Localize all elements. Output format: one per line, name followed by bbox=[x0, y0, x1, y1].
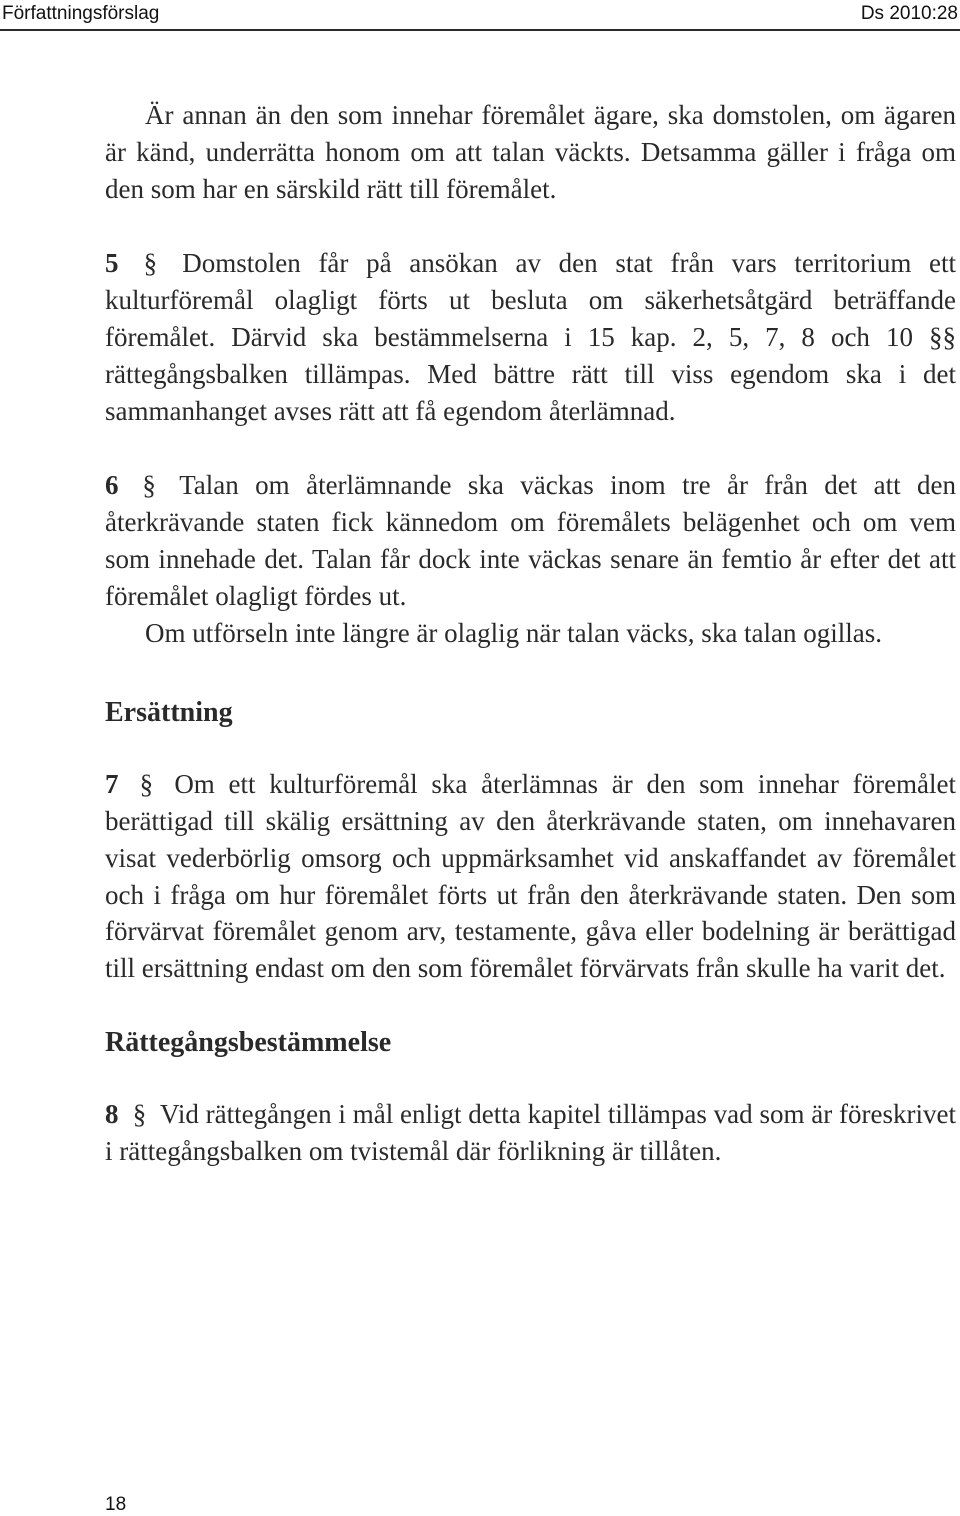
section-text: Domstolen får på ansökan av den stat från vars territorium ett kulturföremål olagligt förts ut besluta om säkerhetsåtgärd beträffande föremålet. Därvid ska bestämmelserna i 15 kap. 2, 5, 7, 8 och 10 bbox=[105, 248, 956, 352]
document-body bbox=[105, 97, 956, 1205]
section-sign: § bbox=[142, 470, 156, 501]
page-number: 18 bbox=[105, 1494, 127, 1515]
section-number: 7 bbox=[105, 769, 119, 800]
section-sign: § bbox=[143, 248, 158, 279]
heading-compensation: Ersättning bbox=[105, 697, 233, 729]
section-number: 8 bbox=[105, 1098, 119, 1129]
section-sign: § bbox=[139, 769, 154, 800]
header-rule bbox=[0, 29, 960, 31]
section-text-continued: rättegångsbalken tillämpas. Med bättre rätt till viss egendom ska i det sammanhanget avses rätt att få egendom återlämnad. bbox=[105, 358, 956, 426]
section-6-second-paragraph: Om utförseln inte längre är olaglig när talan väcks, ska talan ogillas. bbox=[145, 617, 883, 648]
running-header-doc-id: Ds 2010:28 bbox=[860, 3, 958, 24]
section-5 bbox=[105, 245, 956, 429]
running-header-title: Författningsförslag bbox=[2, 3, 160, 24]
section-number: 6 bbox=[105, 470, 119, 501]
section-sign: § bbox=[132, 1098, 147, 1129]
section-6 bbox=[105, 467, 956, 614]
section-text: Talan om återlämnande ska väckas inom tre år från det att den återkrävande staten fick kännedom om föremålets belägenhet och om vem som innehade det. Talan får dock inte väckas senare än femtio år efter det att föremålet olagligt fördes ut. bbox=[105, 470, 957, 611]
section-8 bbox=[105, 1096, 956, 1170]
section-sign-double: §§ bbox=[929, 321, 957, 352]
section-text: Vid rättegången i mål enligt detta kapitel tillämpas vad som är föreskrivet i rättegångsbalken om tvistemål där förlikning är tillåten. bbox=[105, 1098, 956, 1166]
section-7 bbox=[105, 766, 956, 987]
section-number: 5 bbox=[105, 248, 119, 279]
section-text: Om ett kulturföremål ska återlämnas är den som innehar föremålet berättigad till skälig ersättning av den återkrävande staten, om innehavaren visat vederbörlig omsorg och uppmärksamhet vid anskaffandet av föremålet och i fråga om hur föremålet förts ut från den återkrävande staten. Den som förvärvat föremålet genom arv, testamente, gåva eller bodelning är berättigad till ersättning endast om den som föremålet förvärvats från skulle ha varit det. bbox=[105, 769, 957, 984]
heading-procedure: Rättegångsbestämmelse bbox=[105, 1026, 392, 1058]
paragraph-owner-notice: Är annan än den som innehar föremålet ägare, ska domstolen, om ägaren är känd, underrätta honom om att talan väckts. Detsamma gäller i fråga om den som har en särskild rätt till föremålet. bbox=[105, 100, 956, 204]
